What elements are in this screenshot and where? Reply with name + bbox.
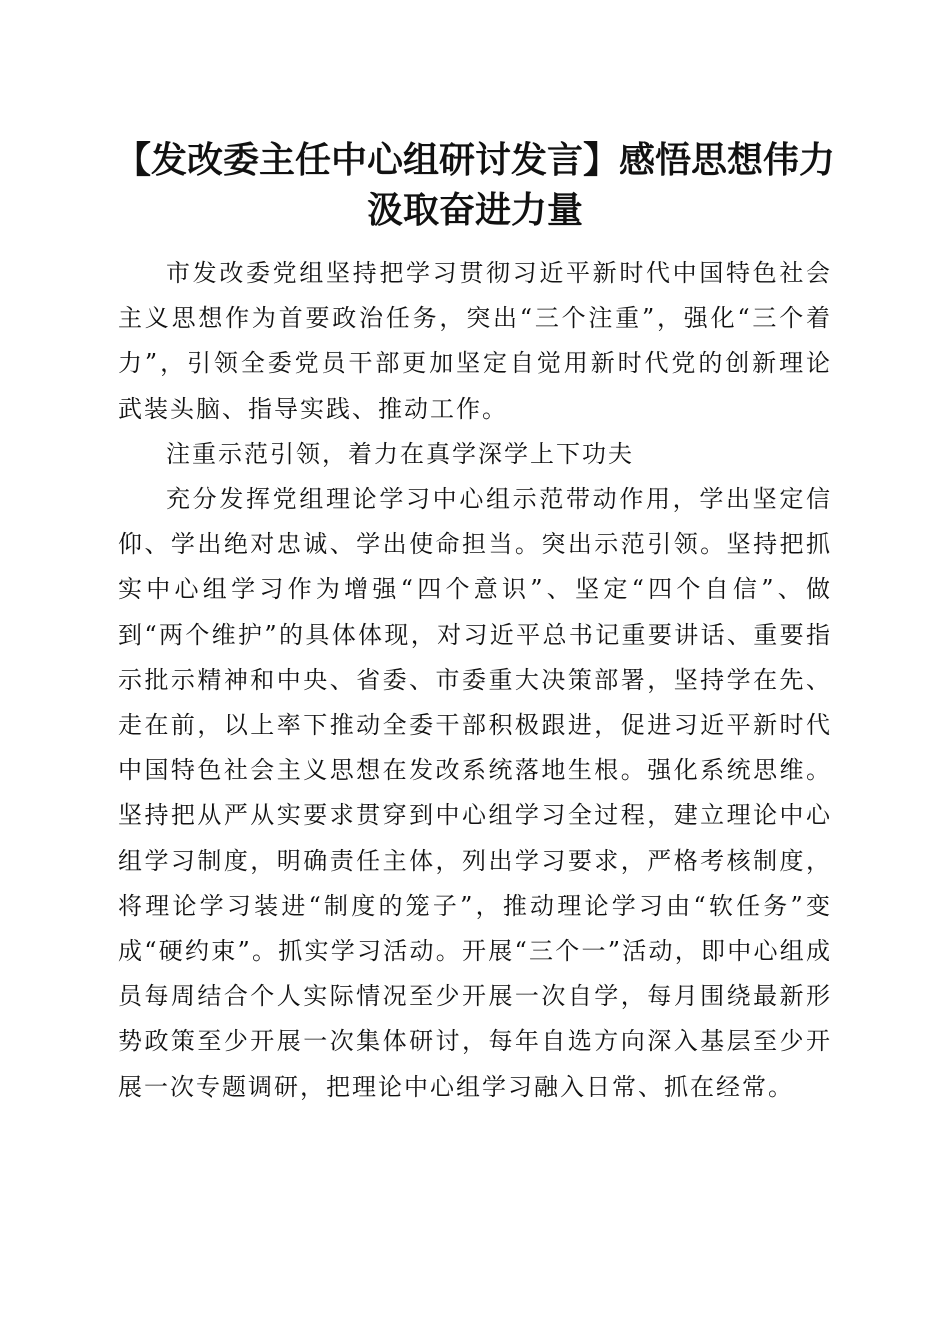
section-heading: 注重示范引领，着力在真学深学上下功夫 [166, 439, 634, 468]
intro-paragraph: 市发改委党组坚持把学习贯彻习近平新时代中国特色社会主义思想作为首要政治任务，突出“三个注重”，强化“三个着力”，引领全委党员干部更加坚定自觉用新时代党的创新理论武装头脑、指导实践、推动工作。 [118, 259, 832, 423]
title-line-1: 【发改委主任中心组研讨发言】感悟思想伟力 [114, 140, 835, 181]
document-body [118, 251, 832, 1110]
body-paragraph: 充分发挥党组理论学习中心组示范带动作用，学出坚定信仰、学出绝对忠诚、学出使命担当。突出示范引领。坚持把抓实中心组学习作为增强“四个意识”、坚定“四个自信”、做到“两个维护”的具体体现，对习近平总书记重要讲话、重要指示批示精神和中央、省委、市委重大决策部署，坚持学在先、走在前，以上率下推动全委干部积极跟进，促进习近平新时代中国特色社会主义思想在发改系统落地生根。强化系统思维。坚持把从严从实要求贯穿到中心组学习全过程，建立理论中心组学习制度，明确责任主体，列出学习要求，严格考核制度，将理论学习装进“制度的笼子”，推动理论学习由“软任务”变成“硬约束”。抓实学习活动。开展“三个一”活动，即中心组成员每周结合个人实际情况至少开展一次自学，每月围绕最新形势政策至少开展一次集体研讨，每年自选方向深入基层至少开展一次专题调研，把理论中心组学习融入日常、抓在经常。 [118, 485, 832, 1101]
document-title [100, 136, 850, 236]
title-line-2: 汲取奋进力量 [366, 190, 583, 231]
